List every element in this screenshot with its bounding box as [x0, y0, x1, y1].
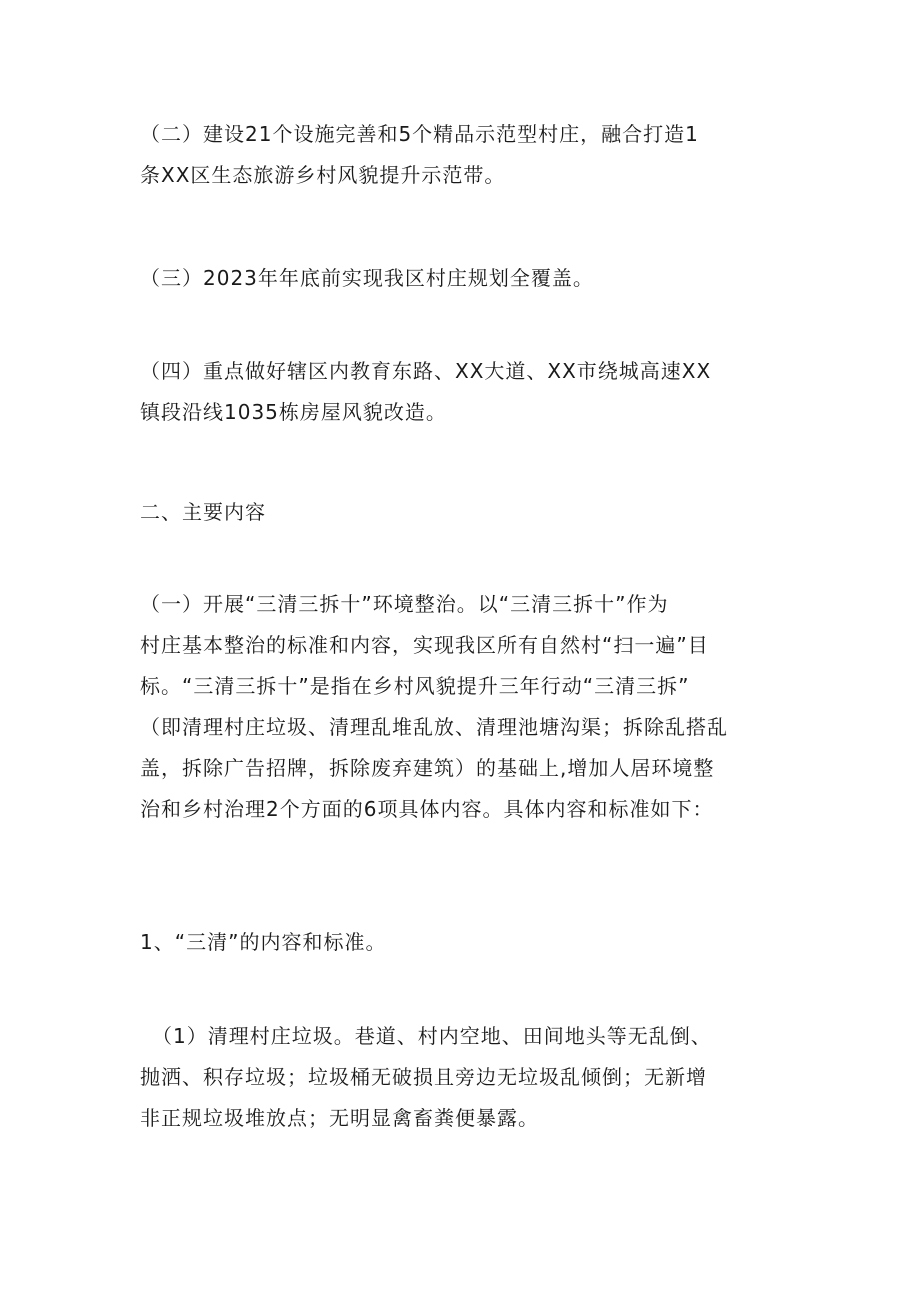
text-line: （三）2023年年底前实现我区村庄规划全覆盖。 [140, 266, 594, 290]
text-line: 盖，拆除广告招牌，拆除废弃建筑）的基础上,增加人居环境整 [140, 756, 715, 780]
paragraph-goal-three [140, 258, 785, 299]
paragraph-three-clean-three-demolish [140, 584, 785, 830]
text-line: 标。“三清三拆十”是指在乡村风貌提升三年行动“三清三拆” [140, 674, 690, 698]
text-line: （四）重点做好辖区内教育东路、XX大道、XX市绕城高速XX [140, 359, 712, 383]
paragraph-goal-two [140, 114, 785, 196]
paragraph-clean-village-garbage [140, 1016, 785, 1139]
text-line: （即清理村庄垃圾、清理乱堆乱放、清理池塘沟渠；拆除乱搭乱 [140, 715, 728, 739]
text-line: 非正规垃圾堆放点；无明显禽畜粪便暴露。 [140, 1106, 539, 1130]
text-line: （二）建设21个设施完善和5个精品示范型村庄，融合打造1 [140, 122, 699, 146]
text-line: （1）清理村庄垃圾。巷道、村内空地、田间地头等无乱倒、 [152, 1024, 712, 1048]
heading-line: 1、“三清”的内容和标准。 [140, 930, 387, 954]
text-line: 条XX区生态旅游乡村风貌提升示范带。 [140, 163, 506, 187]
text-line: 村庄基本整治的标准和内容，实现我区所有自然村“扫一遍”目 [140, 633, 709, 657]
text-line: （一）开展“三清三拆十”环境整治。以“三清三拆十”作为 [140, 592, 669, 616]
text-line: 治和乡村治理2个方面的6项具体内容。具体内容和标准如下： [140, 797, 714, 821]
paragraph-goal-four [140, 351, 785, 433]
heading-line: 二、主要内容 [140, 500, 266, 524]
section-heading-main-content [140, 492, 785, 533]
subheading-three-clean-standards [140, 922, 785, 963]
text-line: 镇段沿线1035栋房屋风貌改造。 [140, 400, 447, 424]
text-line: 抛洒、积存垃圾；垃圾桶无破损且旁边无垃圾乱倾倒；无新增 [140, 1065, 707, 1089]
